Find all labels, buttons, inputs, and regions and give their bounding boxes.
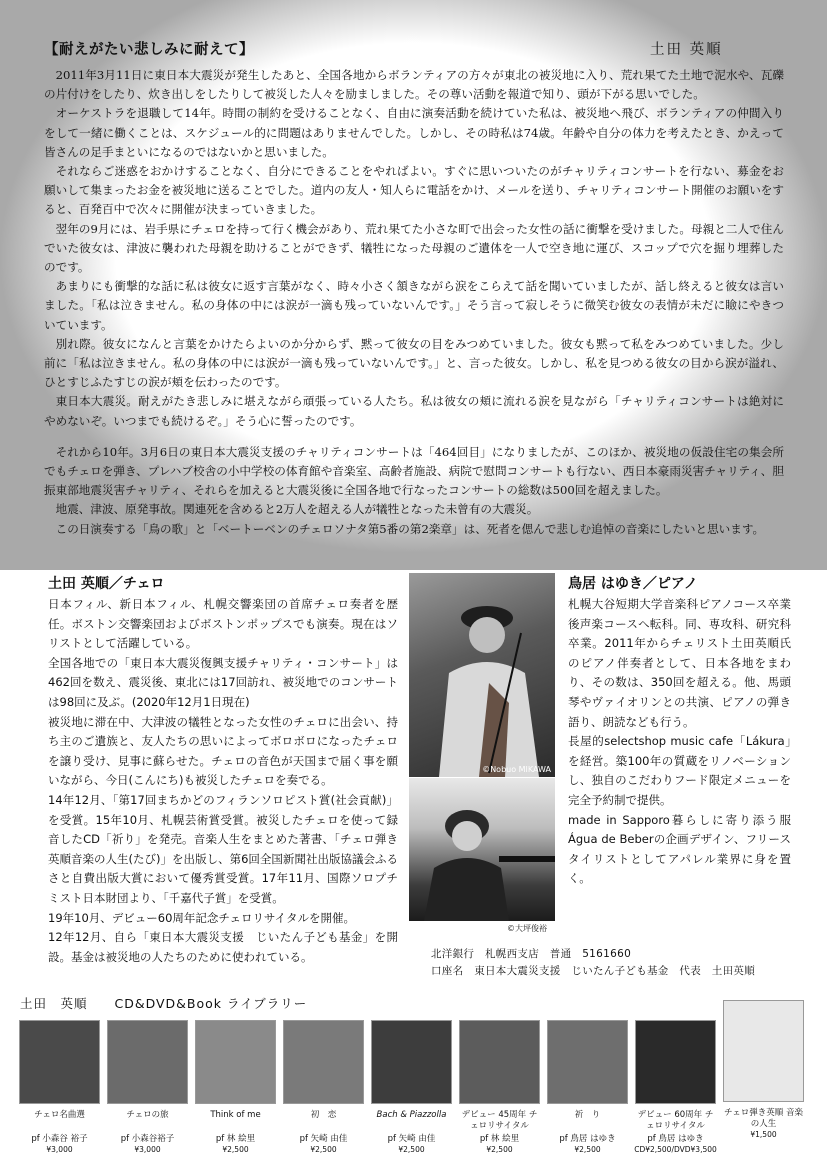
album-performer: pf 林 絵里: [479, 1134, 520, 1144]
album-price: ¥2,500: [398, 1145, 425, 1154]
album-cover: [547, 1020, 628, 1104]
album-price: ¥2,500: [486, 1145, 513, 1154]
bio-paragraph: 被災地に滞在中、大津波の犠牲となった女性のチェロに出会い、持ち主のご遺族と、友人たちの思いによってボロボロになったチェロを譲り受け、見事に蘇らせた。チェロの音色が天国まで届く事を願いながら、今日(こんにち)も被災したチェロを奏でる。: [48, 714, 398, 788]
essay-paragraph: オーケストラを退職して14年。時間の制約を受けることなく、自由に演奏活動を続けていた私は、被災地へ飛び、ボランティアの仲間入りをして一緒に働くことは、スケジュール的に問題はありませんでした。しかし、その時私は74歳。年齢や自分の体力を考えたとき、かえって皆さんの足手まといになるのではないかと思いました。: [44, 106, 784, 159]
album-cover: [283, 1020, 364, 1104]
bio-paragraph: made in Sapporo暮らしに寄り添う服Água de Beberの企画デザイン、フリースタイリストとしてアパレル業界に身を置く。: [568, 812, 791, 886]
book-cover: [723, 1000, 804, 1102]
album-title: Think of me: [210, 1110, 261, 1120]
essay-paragraph: それならご迷惑をおかけすることなく、自分にできることをやればよい。すぐに思いついたのがチャリティコンサートを行ない、募金をお願いして集まったお金を被災地に送ることでした。道内の友人・知人らに電話をかけ、メールを送り、チャリティコンサート開催のお願いをすると、百発百中で次々に開催が決まっていきました。: [44, 164, 784, 217]
album-title: チェロの旅: [126, 1110, 169, 1120]
album-performer: pf 小森谷 裕子: [31, 1134, 88, 1144]
album-price: ¥2,500: [574, 1145, 601, 1154]
album-title: チェロ名曲選: [34, 1110, 85, 1120]
album-title: デビュー 60周年 チェロリサイタル: [637, 1110, 714, 1131]
bio-paragraph: 19年10月、デビュー60周年記念チェロリサイタルを開催。: [48, 910, 356, 925]
album-price: ¥2,500: [222, 1145, 249, 1154]
library-heading: 土田 英順 CD&DVD&Book ライブラリー: [20, 996, 308, 1011]
cellist-silhouette-icon: [409, 573, 555, 777]
essay-paragraph: この日演奏する「鳥の歌」と「ベートーベンのチェロソナタ第5番の第2楽章」は、死者を偲んで悲しむ追悼の音楽にしたいと思います。: [55, 521, 765, 536]
album-title: 初 恋: [310, 1110, 337, 1120]
essay-paragraph: それから10年。3月6日の東日本大震災支援のチャリティコンサートは「464回目」になりましたが、このほか、被災地の仮設住宅の集会所でもチェロを弾き、プレハブ校舎の小中学校の体育館や音楽室、高齢者施設、病院で慰問コンサートも行ない、西日本豪雨災害チャリティ、胆振東部地震災害チャリティ、それらを加えると大震災後に全国各地で行なったコンサートの総数は500回を超えました。: [44, 444, 784, 498]
essay-paragraph: 2011年3月11日に東日本大震災が発生したあと、全国各地からボランティアの方々が東北の被災地に入り、荒れ果てた土地で泥水や、瓦礫の片付けをしたり、炊き出しをしたりして被災した人々を励ましました。その尊い活動を報道で知り、頭が下がる思いでした。: [44, 68, 784, 102]
album-title: 祈 り: [574, 1110, 601, 1120]
album-title: Bach & Piazzolla: [376, 1110, 447, 1120]
album-price: ¥2,500: [310, 1145, 337, 1154]
essay-paragraph: 翌年の9月には、岩手県にチェロを持って行く機会があり、荒れ果てた小さな町で出会った女性の話に衝撃を受けました。母親と二人で住んでいた彼女は、津波に襲われた母親を助けることができず、犠牲になった母親のご遺体を一人で空き地に運び、スコップで穴を掘り埋葬したのです。: [44, 221, 784, 275]
book-title: チェロ弾き英順 音楽の人生: [724, 1108, 803, 1129]
essay-body: [44, 66, 784, 539]
album-price: ¥3,000: [46, 1145, 73, 1154]
album-performer: pf 矢崎 由佳: [387, 1134, 436, 1144]
album-cover: [19, 1020, 100, 1104]
album-performer: pf 鳥居 はゆき: [647, 1134, 704, 1144]
photo-credit: ©大坪俊裕: [507, 924, 547, 933]
album-performer: pf 林 絵里: [215, 1134, 256, 1144]
album-cover: [107, 1020, 188, 1104]
pianist-bio: [568, 595, 791, 889]
library-item: [282, 1020, 365, 1155]
album-cover: [635, 1020, 716, 1104]
library-item: [458, 1020, 541, 1155]
album-price: ¥3,000: [134, 1145, 161, 1154]
album-performer: pf 矢崎 由佳: [299, 1134, 348, 1144]
bank-account: 北洋銀行 札幌西支店 普通 5161660: [431, 948, 632, 960]
cellist-photo: [409, 573, 555, 777]
photo-credit: ©Nobuo MIKAWA: [482, 765, 551, 774]
bio-paragraph: 12年12月、自ら「東日本大震災支援 じいたん子ども基金」を開設。基金は被災地の人たちのために使われている。: [48, 930, 398, 964]
essay-author: 土田 英順: [650, 42, 723, 58]
bio-paragraph: 全国各地での「東日本大震災復興支援チャリティ・コンサート」は462回を数え、震災後、東北には17回訪れ、被災地でのコンサートは98回に及ぶ。(2020年12月1日現在): [48, 655, 398, 709]
essay-title: 【耐えがたい悲しみに耐えて】: [44, 42, 254, 58]
essay-paragraph: あまりにも衝撃的な話に私は彼女に返す言葉がなく、時々小さく頷きながら涙をこらえて話を聞いていましたが、話し終えると彼女は言いました。「私は泣きません。私の身体の中には涙が一滴も残っていないんです。」そう言って寂しそうに微笑む彼女の表情が未だに瞼にやきついています。: [44, 279, 784, 332]
library-item: [194, 1020, 277, 1155]
album-cover: [371, 1020, 452, 1104]
library-item: [722, 1000, 805, 1140]
library-item: [106, 1020, 189, 1155]
bank-account-name: 口座名 東日本大震災支援 じいたん子ども基金 代表 土田英順: [431, 965, 755, 977]
pianist-silhouette-icon: [409, 778, 555, 921]
album-performer: pf 鳥居 はゆき: [559, 1134, 616, 1144]
album-price: CD¥2,500/DVD¥3,500: [634, 1145, 717, 1154]
bio-paragraph: 長屋的selectshop music cafe「Lákura」を経営。築100年の質蔵をリノベーションし、独自のこだわりフード限定メニューを完全予約制で提供。: [568, 734, 791, 807]
library-item: [634, 1020, 717, 1155]
album-cover: [195, 1020, 276, 1104]
album-title: デビュー 45周年 チェロリサイタル: [461, 1110, 538, 1131]
bio-paragraph: 日本フィル、新日本フィル、札幌交響楽団の首席チェロ奏者を歴任。ボストン交響楽団およびボストンポップスでも演奏。現在はソリストとして活躍している。: [48, 597, 398, 651]
essay-paragraph: 地震、津波、原発事故。関連死を含めると2万人を超える人が犠牲となった未曾有の大震災。: [55, 502, 539, 517]
pianist-photo: [409, 778, 555, 921]
cellist-bio: [48, 595, 398, 967]
bio-paragraph: 14年12月、「第17回まちかどのフィランソロピスト賞(社会貢献)」を受賞。15年10月、札幌芸術賞受賞。被災したチェロを使って録音したCD「祈り」を発売。音楽人生をまとめた著書、「チェロ弾き英順音楽の人生(たび)」を出版し、第6回全国新聞社出版協議会ふるさと自費出版大賞において優秀賞受賞。17年11月、国際ソロプチミスト日本財団より、「千嘉代子賞」を受賞。: [48, 792, 398, 905]
album-cover: [459, 1020, 540, 1104]
cellist-heading: 土田 英順／チェロ: [48, 576, 165, 592]
library-item: [18, 1020, 101, 1155]
pianist-heading: 鳥居 はゆき／ピアノ: [568, 576, 698, 592]
bio-paragraph: 札幌大谷短期大学音楽科ピアノコース卒業後声楽コースへ転科。同、専攻科、研究科卒業。2011年からチェリスト土田英順氏のピアノ伴奏者として、日本各地をまわり、その数は、350回を超える。他、馬頭琴やヴァイオリンとの共演、ピアノの弾き語り、朗読なども行う。: [568, 597, 791, 729]
book-price: ¥1,500: [750, 1130, 777, 1139]
library-item: [546, 1020, 629, 1155]
essay-paragraph: 別れ際。彼女になんと言葉をかけたらよいのか分からず、黙って彼女の目をみつめていました。彼女も黙って私をみつめていました。少し前に「私は泣きません。私の身体の中には涙が一滴も残っていないんです。」と、言った彼女。しかし、私を見つめる彼女の目から涙が溢れ、ひとすじふたすじの涙が頬を伝わったのです。: [44, 336, 784, 390]
essay-paragraph: 東日本大震災。耐えがたき悲しみに堪えながら頑張っている人たち。私は彼女の頬に流れる涙を見ながら「チャリティコンサートは絶対にやめないぞ。いつまでも続けるぞ。」そう心に誓ったのです。: [44, 394, 784, 428]
library-item: [370, 1020, 453, 1155]
album-performer: pf 小森谷裕子: [120, 1134, 175, 1144]
